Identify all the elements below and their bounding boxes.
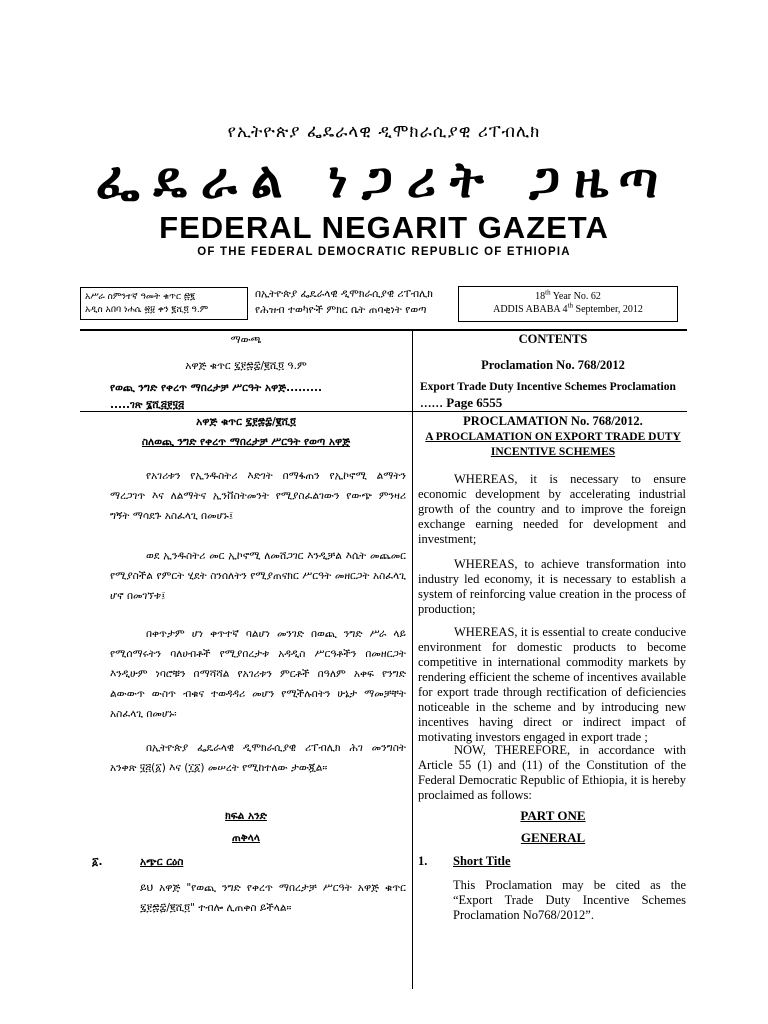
- section-title-amharic: አጭር ርዕስ: [140, 856, 184, 868]
- contents-proclamation-english: Proclamation No. 768/2012: [481, 358, 625, 372]
- preamble-paragraph-1-amharic: የአገሪቱን የኢንዱስትሪ እድገት በማፋጠን የኢኮኖሚ ልማትን ማረጋገጥ እና ለልማትና ኢንቨስትመንት የሚያስፈልገውን የውጭ ምንዛሪ ግኝት ማሳደጉ አስፈላጊ በመሆኑ፤: [110, 470, 406, 522]
- gazette-title-english: FEDERAL NEGARIT GAZETA: [159, 210, 609, 245]
- preamble-paragraph-2-english: WHEREAS, to achieve transformation into industry led economy, it is necessary to establish a system of reinforcing value creation in the process of production;: [418, 557, 686, 616]
- column-divider: [412, 329, 413, 989]
- part-heading-amharic: ክፍል አንድ: [225, 810, 267, 822]
- issue-date-english: ADDIS ABABA 4th September, 2012: [493, 301, 643, 315]
- contents-heading-amharic: ማውጫ: [230, 334, 262, 346]
- proclamation-number-english: PROCLAMATION No. 768/2012.: [463, 414, 643, 428]
- section-text-english: This Proclamation may be cited as the “Export Trade Duty Incentive Schemes Proclamation No768/2012”.: [453, 878, 686, 922]
- gazette-subtitle-english: OF THE FEDERAL DEMOCRATIC REPUBLIC OF ETHIOPIA: [197, 246, 571, 258]
- proclamation-number-amharic: አዋጅ ቁጥር ፯፻፷፰/፪ሺ፬: [196, 416, 296, 428]
- issue-year-english: 18th Year No. 62: [535, 288, 601, 302]
- proclamation-title-amharic: ስለወጪ ንግድ የቀረጥ ማበረታቻ ሥርዓት የወጣ አዋጅ: [141, 436, 351, 448]
- preamble-paragraph-4-english: NOW, THEREFORE, in accordance with Article 55 (1) and (11) of the Constitution of the Federal Democratic Republic of Ethiopia, it is hereby proclaimed as follows:: [418, 743, 686, 802]
- proclamation-title-english: A PROCLAMATION ON EXPORT TRADE DUTY INCENTIVE SCHEMES: [425, 431, 681, 458]
- contents-item-amharic: የወጪ ንግድ የቀረጥ ማበረታቻ ሥርዓት አዋጅ......... .....ገጽ ፮ሺ፭፻፶፭: [110, 382, 323, 411]
- contents-heading-english: CONTENTS: [518, 332, 588, 346]
- section-text-amharic: ይህ አዋጅ "የወጪ ንግድ የቀረጥ ማበረታቻ ሥርዓት አዋጅ ቁጥር ፯፻፷፰/፪ሺ፬" ተብሎ ሊጠቀስ ይችላል።: [140, 882, 406, 914]
- section-title-english: Short Title: [453, 854, 511, 868]
- gazette-title-amharic: ፌዴራል ነጋሪት ጋዜጣ: [95, 151, 673, 209]
- preamble-paragraph-2-amharic: ወደ ኢንዱስትሪ መር ኢኮኖሚ ለመሸጋገር እንዲቻል እሴት መጨመር የሚያስችል የምርት ሂደት ስንሰለትን የሚያጠናክር ሥርዓት መዘርጋት አስፈላጊ ሆኖ በመገኘቱ፤: [110, 550, 406, 602]
- issue-date-amharic: አዲስ አበባ ነሐሴ ፳፱ ቀን ፪ሺ፬ ዓ.ም: [85, 305, 209, 315]
- preamble-paragraph-1-english: WHEREAS, it is necessary to ensure economic development by accelerating industrial growth of the country and to improve the foreign exchange earning needed for development and investment;: [418, 472, 686, 546]
- contents-item-english: Export Trade Duty Incentive Schemes Proclamation …… Page 6555: [420, 381, 676, 410]
- issue-info-english: [458, 286, 678, 322]
- issuer-line-1: በኢትዮጵያ ፌዴራላዊ ዲሞክራሲያዊ ሪፐብሊክ: [255, 288, 433, 300]
- general-heading-english: GENERAL: [520, 830, 586, 845]
- part-heading-english: PART ONE: [520, 808, 586, 823]
- section-number-english: 1.: [418, 854, 428, 868]
- preamble-paragraph-3-amharic: በቀጥታም ሆነ ቀጥተኛ ባልሆነ መንገድ በወጪ ንግድ ሥራ ላይ የሚሰማሩትን ባለሀብቶች የሚያበረታቱ አዳዲስ ሥርዓቶችን በመዘርጋት እንዲሁም ነባሮቹን በማሻሻል የአገሪቱን ምርቶች በዓለም አቀፍ የንግድ ልውውጥ ውስጥ ብቁና ተወዳዳሪ መሆን የሚችሉበትን ሁኔታ ማመቻቸት አስፈላጊ በመሆኑ፡: [110, 628, 406, 720]
- preamble-paragraph-3-english: WHEREAS, it is essential to create conducive environment for domestic products to become competitive in international commodity markets by rendering efficient the scheme of incentives available for export trade through rectification of deficiencies noticeable in the scheme and by introducing new incentives having direct or indirect impact of motivating investors engaged in export trade ;: [418, 625, 686, 744]
- issue-year-amharic: አሥራ ስምንተኛ ዓመት ቁጥር ፷፪: [85, 292, 195, 302]
- section-number-amharic: ፩.: [92, 856, 103, 868]
- republic-name-amharic: የኢትዮጵያ ፌዴራላዊ ዲሞክራሲያዊ ሪፐብሊክ: [227, 122, 541, 142]
- preamble-paragraph-4-amharic: በኢትዮጵያ ፌዴራላዊ ዲሞክራሲያዊ ሪፐብሊክ ሕገ መንግስት አንቀጽ ፶፭(፩) እና (፲፩) መሠረት የሚከተለው ታውጇል።: [110, 742, 406, 774]
- issuer-amharic: [255, 286, 455, 318]
- issue-info-amharic: [80, 287, 248, 320]
- contents-proclamation-amharic: አዋጅ ቁጥር ፯፻፷፰/፪ሺ፬ ዓ.ም: [185, 360, 307, 372]
- general-heading-amharic: ጠቅላላ: [232, 832, 260, 844]
- issuer-line-2: የሕዝብ ተወካዮች ምክር ቤት ጠባቂነት የወጣ: [255, 304, 427, 316]
